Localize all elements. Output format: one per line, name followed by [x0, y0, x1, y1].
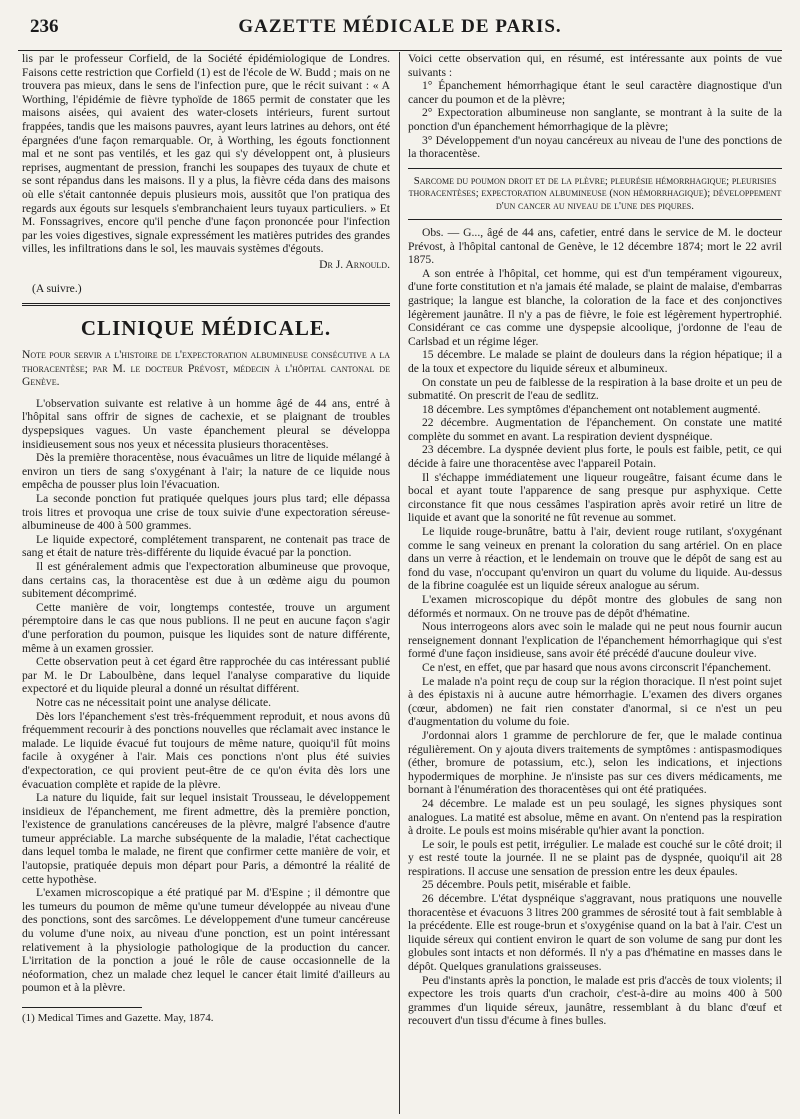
paragraph: 26 décembre. L'état dyspnéique s'aggravant, nous pratiquons une nouvelle thoracentèse et évacuons 3 litres 200 grammes de sérosité tout à fait semblable à la précédente. Elle est rouge-brun et s'oxygénise quand on la bat à l'air. C'est un liquide séreux qui contient environ le quart de son volume de sang pur dont les globules sont intacts et non déformés. Il n'y a pas d'hématine en masses dans le dépôt. Quelques granulations graisseuses. [408, 892, 782, 974]
paragraph: Nous interrogeons alors avec soin le malade qui ne peut nous fournir aucun renseignement donnant l'explication de l'épanchement hémorrhagique qui s'est formé d'une façon insidieuse, sans avoir été précédé d'aucune douleur vive. [408, 620, 782, 661]
paragraph: La seconde ponction fut pratiquée quelques jours plus tard; elle dépassa trois litres et provoqua une crise de toux suivie d'une expectoration séreuse-albumineuse de 400 à 500 grammes. [22, 492, 390, 533]
paragraph: Cette observation peut à cet égard être rapprochée du cas intéressant publié par M. le Dr Laboulbène, dans lequel l'analyse comparative du liquide expectoré et du liquide pleural a donné un résultat différent. [22, 655, 390, 696]
paragraph: 25 décembre. Pouls petit, misérable et faible. [422, 878, 631, 892]
case-divider [408, 219, 782, 220]
left-column [22, 52, 390, 1112]
right-column [408, 52, 782, 1114]
paragraph: 3° Développement d'un noyau cancéreux au niveau de l'une des ponctions de la thoracentèse. [408, 133, 782, 161]
paragraph: Le liquide rouge-brunâtre, battu à l'air, devient rouge rutilant, s'oxygénant comme le sang veineux en prenant la coloration du sang artériel. On en place dans un verre à réaction, et le lendemain on trouve que le dépôt de sang est au fond du vase, n'occupant qu'environ un quart du volume du liquide. Au-dessus de la fibrine coagulée est un liquide séreux analogue au sérum. [408, 525, 782, 593]
paragraph: Notre cas ne nécessitait point une analyse délicate. [36, 695, 271, 709]
paragraph: 22 décembre. Augmentation de l'épanchement. On constate une matité complète du sommet en avant. La respiration devient dyspnéique. [408, 416, 782, 443]
paragraph: 1° Épanchement hémorrhagique étant le seul caractère diagnostique d'un cancer du poumon et de la plèvre; [408, 79, 782, 106]
paragraph: On constate un peu de faiblesse de la respiration à la base droite et un peu de submatité. On prescrit de l'eau de sedlitz. [408, 375, 782, 403]
paragraph: Cette manière de voir, longtemps contestée, trouve un argument péremptoire dans le cas que nous publions. Il ne peut en aucune façon s'agir d'une perforation du poumon, puisque les liquides sont de nature différente, même à un examen grossier. [22, 600, 390, 655]
paragraph: Le malade n'a point reçu de coup sur la région thoracique. Il n'est point sujet à des épistaxis ni à aucune autre hémorrhagie. L'examen des divers organes (cœur, abdomen) ne fait rien constater d'anormal, si ce n'est un peu d'augmentation du volume du foie. [408, 674, 782, 729]
right-paragraphs [408, 226, 782, 1028]
paragraph: Ce n'est, en effet, que par hasard que nous avons circonscrit l'épanchement. [422, 660, 772, 674]
paragraph: Obs. — G..., âgé de 44 ans, cafetier, entré dans le service de M. le docteur Prévost, à l'hôpital cantonal de Genève, le 12 décembre 1874; mort le 22 avril 1875. [408, 225, 782, 267]
paragraph: 2° Expectoration albumineuse non sanglante, se montrant à la suite de la ponction d'un épanchement hémorrhagique de la plèvre; [408, 106, 782, 133]
section-divider [22, 303, 390, 306]
running-title: GAZETTE MÉDICALE DE PARIS. [238, 16, 562, 37]
paragraph: Voici cette observation qui, en résumé, est intéressante aux points de vue suivants : [408, 52, 782, 79]
left-paragraphs [22, 397, 390, 995]
paragraph: Le liquide expectoré, complétement transparent, ne contenait pas trace de sang et était de nature très-différente du liquide évacué par la ponction. [22, 532, 390, 560]
paragraph: Peu d'instants après la ponction, le malade est pris d'accès de toux violents; il expectore les trois quarts d'un crachoir, c'est-à-dire au moins 400 à 500 grammes d'un liquide séreux, jaunâtre, ressemblant à du blanc d'œuf et recouvert d'un tissu d'écume à fines bulles. [408, 973, 782, 1028]
paragraph: J'ordonnai alors 1 gramme de perchlorure de fer, que le malade continua régulièrement. On y ajouta divers traitements de symptômes : antispasmodiques (éther, bromure de potassium, etc.), selon les indications, et injections hypodermiques de morphine. Je n'insiste pas sur ces divers médicaments, me bornant à l'énumération des thoracentèses qui ont été pratiquées. [408, 728, 782, 797]
to-be-continued: (A suivre.) [32, 281, 82, 295]
section-heading: CLINIQUE MÉDICALE. [80, 316, 332, 341]
paragraph: lis par le professeur Corfield, de la Société épidémiologique de Londres. Faisons cette restriction que Corfield (1) est de l'école de W. Budd ; mais on ne trouvera pas mieux, dans le sens de l'infection pure, que le récit suivant : « A Worthing, l'épidémie de fièvre typhoïde de 1865 permit de constater que les maisons aisées, qui avaient des water-closets intérieurs, furent surtout frappées, tandis que les maisons pauvres, ayant leurs latrines au dehors, ont été épargnées d'une façon remarquable. Or, à Worthing, les égouts fonctionnent mal et ne sont pas ventilés, et les gaz qui s'y développent ont, à plusieurs reprises, augmentant de pression, franchi les soupapes des tuyaux de chute et se sont répandus dans les maisons. Il y a plus, la fièvre céda dans des maisons où elle s'était cantonnée depuis plusieurs mois, aussitôt que l'on pratiqua des regards aux égouts sur lesquels s'embranchaient leurs tuyaux particuliers. » Et M. Fonssagrives, encore qu'il penche d'une façon prononcée pour l'infection par les voies digestives, signale expressément les matières putrides des grandes villes, les infiltrations dans le sol, les mauvais systèmes d'égouts. [22, 52, 390, 256]
author-signature: Dr J. Arnould. [319, 257, 390, 271]
paragraph: L'examen microscopique du dépôt montre des globules de sang non déformés et normaux. On ne trouve pas de dépôt d'hématine. [408, 593, 782, 620]
article-title: Note pour servir a l'histoire de l'expectoration albumineuse consécutive a la thoracentèse; par M. le docteur Prévost, médecin à l'hôpital cantonal de Genève. [22, 348, 390, 389]
page-number: 236 [30, 16, 59, 37]
paragraph: L'observation suivante est relative à un homme âgé de 44 ans, entré à l'hôpital sans offrir de signes de cachexie, et se plaignant de troubles dyspepsiques vagues. Un vaste épanchement pleural se développa insidieusement sous nos yeux et nécessita plusieurs thoracentèses. [22, 396, 390, 451]
paragraph: Dès la première thoracentèse, nous évacuâmes un litre de liquide mélangé à environ un tiers de sang s'oxygénant à l'air; la nature de ce liquide nous empêcha de pousser plus loin l'évacuation. [22, 451, 390, 492]
paragraph: 24 décembre. Le malade est un peu soulagé, les signes physiques sont analogues. La matité est absolue, même en avant. On n'entend pas la respiration à droite. Le pouls est moins misérable qu'hier avant la ponction. [408, 796, 782, 838]
paragraph: L'examen microscopique a été pratiqué par M. d'Espine ; il démontre que les tumeurs du poumon de même qu'une tumeur développée au niveau d'une des ponctions, sont des sarcômes. Le développement d'une tumeur cancéreuse du volume d'une noix, au niveau d'une ponction, est un point intéressant relativement à la physiologie pathologique de la production du cancer. L'irritation de la ponction a joué le rôle de cause occasionnelle de la néoformation, chez un malade chez lequel le cancer était limité d'ailleurs au poumon et à la plèvre. [22, 886, 390, 995]
paragraph: A son entrée à l'hôpital, cet homme, qui est d'un tempérament vigoureux, d'une forte constitution et n'a jamais été malade, se plaint de malaise, d'embarras gastrique; la langue est blanche, la coloration de la face et des conjonctives légèrement jaunâtre. Il n'y a pas de fièvre, le foie est légèrement hypertrophié. Considérant ce cas comme une dyspepsie alcoolique, j'ordonne de l'eau de Carlsbad et un régime léger. [408, 266, 782, 348]
paragraph: 18 décembre. Les symptômes d'épanchement ont notablement augmenté. [422, 402, 761, 416]
case-heading: Sarcome du poumon droit et de la plèvre; pleurésie hémorrhagique; pleurisies thoracentèses; expectoration albumineuse (non hémorrhagique); développement d'un cancer au niveau de l'une des piqures. [408, 174, 782, 212]
footnote-rule [22, 1007, 142, 1008]
column-divider [399, 52, 400, 1114]
page-header [18, 10, 782, 51]
paragraph: Le soir, le pouls est petit, irrégulier. Le malade est couché sur le côté droit; il y est resté toute la journée. Il ne se plaint pas de dyspnée, quoiqu'il ait 28 respirations. Il accuse une sensation de pression entre les deux épaules. [408, 837, 782, 878]
summary-points [408, 79, 782, 161]
paragraph: 15 décembre. Le malade se plaint de douleurs dans la région hépatique; il a de la toux et expectore du liquide séreux et albumineux. [408, 348, 782, 375]
paragraph: Il est généralement admis que l'expectoration albumineuse que provoque, dans certains cas, la thoracentèse est due à un œdème aigu du poumon subitement décomprimé. [22, 560, 390, 601]
paragraph: 23 décembre. La dyspnée devient plus forte, le pouls est faible, petit, ce qui décide à faire une thoracentèse avec l'appareil Potain. [408, 443, 782, 471]
footnote: (1) Medical Times and Gazette. May, 1874. [22, 1012, 214, 1024]
paragraph: Il s'échappe immédiatement une liqueur rougeâtre, faisant écume dans le bocal et ayant toute l'apparence de sang presque pur asphyxique. Cette circonstance fit que nous cessâmes l'aspiration après avoir retiré un litre de liquide et avant que la sonorité ne fût revenue au sommet. [408, 470, 782, 525]
paragraph: Dès lors l'épanchement s'est très-fréquemment reproduit, et nous avons dû fréquemment recourir à des ponctions nouvelles que réclamait avec instance le malade. Le liquide évacué fut toujours de même nature, quoiqu'il fût moins facile à oxygéner à l'air. Mais ces ponctions n'ont plus été suivies d'expectoration, ce qui provient peut-être de ce qu'on évita dès lors une évacuation complète et rapide de la plèvre. [22, 709, 390, 791]
case-divider [408, 168, 782, 169]
paragraph: La nature du liquide, fait sur lequel insistait Trousseau, le développement insidieux de l'épanchement, me firent admettre, dès la première ponction, l'existence de granulations cancéreuses de la plèvre, malgré l'absence d'autre tumeur appréciable. La marche subséquente de la maladie, l'état cachectique dans lequel tomba le malade, ne firent que confirmer cette manière de voir, et l'autopsie, pratiquée depuis mon départ pour Paris, a démontré la réalité de cette hypothèse. [22, 791, 390, 886]
